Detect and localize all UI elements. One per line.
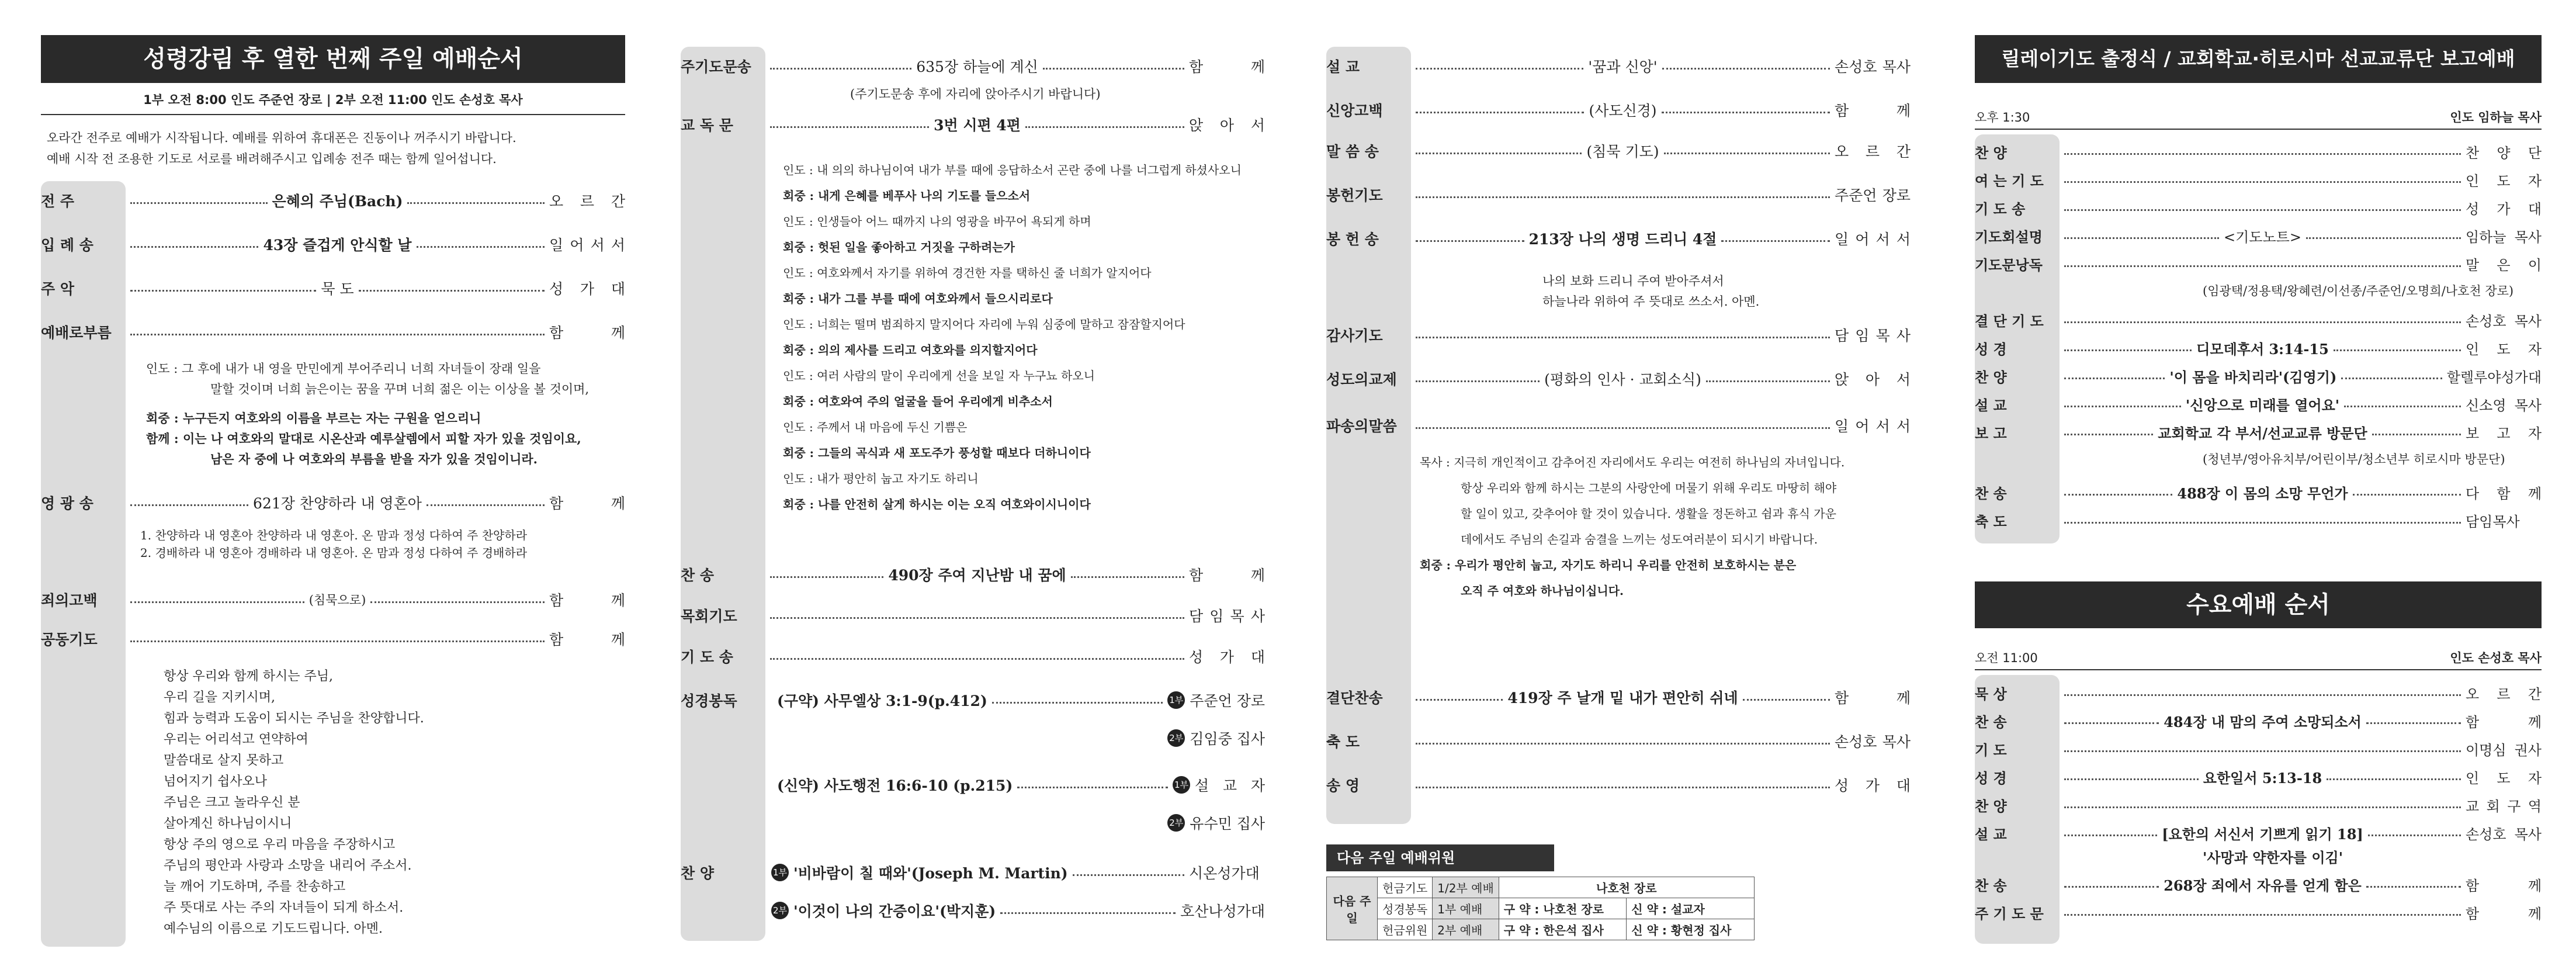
staff-role: 헌금기도 xyxy=(1378,877,1433,898)
next-week-header xyxy=(1326,844,1554,871)
item-label: 기 도 송 xyxy=(681,649,733,666)
item-leader: 함 께 xyxy=(2466,878,2542,894)
next-week-label: 다음 주일 xyxy=(1327,877,1378,940)
item-label: 기 도 송 xyxy=(1975,201,2026,217)
order-item-blessing xyxy=(1326,730,1911,752)
prayer-line: 주 뜻대로 사는 주의 자녀들이 되게 하소서. xyxy=(164,901,404,915)
item-leader: 호산나성가대 xyxy=(1180,903,1265,920)
item-label: 파송의말씀 xyxy=(1326,418,1397,435)
item-label: 성경봉독 xyxy=(681,693,737,709)
item-label: 감사기도 xyxy=(1326,327,1383,344)
item-text: (침묵으로) xyxy=(308,593,366,607)
item-text: 488장 이 몸의 소망 무언가 xyxy=(2177,485,2348,502)
responsive-reading-line: 인도 : 여러 사람의 말이 우리에게 선을 보일 자 누구뇨 하오니 xyxy=(783,369,1095,383)
order-item-closing-hymn xyxy=(1326,687,1911,708)
responsive-reading-line: 회중 : 헛된 일을 좋아하고 거짓을 구하려는가 xyxy=(783,240,1015,254)
relay-order-item xyxy=(1975,141,2542,162)
order-item-thanks xyxy=(1326,324,1911,345)
item-label: 성 경 xyxy=(1975,341,2007,358)
nt-reading: (신약) 사도행전 16:6-10 (p.215) xyxy=(777,777,1013,794)
item-text: '꿈과 신앙' xyxy=(1588,58,1658,75)
order-item-creed xyxy=(1326,99,1911,120)
order-item-offering-prayer xyxy=(1326,184,1911,205)
item-leader: 함 께 xyxy=(1189,58,1266,75)
item-leader: 담임목사 xyxy=(2466,514,2520,530)
item-leader: 오 르 간 xyxy=(2466,686,2542,702)
prayer-line: 늘 깨어 기도하며, 주를 찬송하고 xyxy=(164,880,346,894)
relay-order-item xyxy=(1975,394,2542,414)
prayer-line: 예수님의 이름으로 기도드립니다. 아멘. xyxy=(164,922,383,936)
wed-order-item xyxy=(1975,823,2542,843)
item-leader: 시온성가대 xyxy=(1189,865,1260,882)
item-text: 621장 찬양하라 내 영혼아 xyxy=(253,495,422,512)
item-text: 요한일서 5:13-18 xyxy=(2203,770,2322,787)
column-other-services xyxy=(1975,35,2542,947)
item-leader: 담 임 목 사 xyxy=(1835,327,1911,344)
next-week-table xyxy=(1326,877,1755,940)
item-text: (평화의 인사 · 교회소식) xyxy=(1544,371,1701,388)
relay-order-item xyxy=(1975,226,2542,246)
glory-lyric-line: 1. 찬양하라 내 영혼아 찬양하라 내 영혼아. 온 맘과 정성 다하여 주 찬양하라 xyxy=(140,528,528,542)
item-leader: 손성호 목사 xyxy=(2466,313,2542,330)
item-leader: 함 께 xyxy=(2466,714,2542,730)
item-text: (침묵 기도) xyxy=(1586,143,1659,160)
prayer-line: 힘과 능력과 도움이 되시는 주님을 찬양합니다. xyxy=(164,711,424,726)
item-label: 영 광 송 xyxy=(41,495,93,512)
item-label: 축 도 xyxy=(1326,733,1360,750)
wed-sermon-subtitle: '사망과 약한자를 이김' xyxy=(2203,849,2343,866)
item-leader: 앉 아 서 xyxy=(1189,117,1265,134)
item-text: (사도신경) xyxy=(1589,102,1657,119)
responsive-reading-line: 인도 : 내 의의 하나님이여 내가 부를 때에 응답하소서 곤란 중에 나를 너그럽게 하셨사오니 xyxy=(783,163,1242,177)
responsive-reading-line: 회중 : 의의 제사를 드리고 여호와를 의지할지어다 xyxy=(783,343,1038,357)
wed-order-item xyxy=(1975,683,2542,703)
call-to-worship-line: 함께 : 이는 나 여호와의 말대로 시온산과 예루살렘에서 피할 자가 있을 것임이요, xyxy=(146,431,581,446)
item-label: 찬 송 xyxy=(681,567,715,584)
relay-order-item xyxy=(1975,422,2542,442)
staff-name: 신 약 : 황현정 집사 xyxy=(1627,919,1755,940)
item-text: '이것이 나의 간증이요'(박지훈) xyxy=(793,903,996,920)
order-item-prayer-song xyxy=(681,646,1265,667)
order-item-glory xyxy=(41,492,625,513)
service-1-badge: 1부 xyxy=(1173,776,1190,794)
staff-name: 구 약 : 한은석 집사 xyxy=(1499,919,1627,940)
order-item-scripture xyxy=(681,690,1265,711)
item-leader: 인 도 자 xyxy=(2466,173,2542,189)
item-leader: 주준언 장로 xyxy=(1835,187,1911,204)
ot-reading: (구약) 사무엘상 3:1-9(p.412) xyxy=(777,693,987,709)
wed-order-item xyxy=(1975,902,2542,923)
staff-name: 나호천 장로 xyxy=(1499,877,1754,898)
order-item-pastoral-prayer xyxy=(681,605,1265,626)
prayer-line: 말씀대로 살지 못하고 xyxy=(164,753,284,768)
item-label: 기도회설명 xyxy=(1975,229,2043,245)
item-leader: 오 르 간 xyxy=(549,193,625,210)
wed-order-item xyxy=(1975,711,2542,731)
item-text: 419장 주 날개 밑 내가 편안히 쉬네 xyxy=(1507,690,1738,707)
item-label: 말 씀 송 xyxy=(1326,143,1379,160)
prayer-line: 주님의 평안과 사랑과 소망을 내리어 주소서. xyxy=(164,858,412,873)
item-label: 찬 양 xyxy=(1975,798,2007,815)
intro-line-1: 오라간 전주로 예배가 시작됩니다. 예배를 위하여 휴대폰은 진동이나 꺼주시기 바랍니다. xyxy=(47,131,516,145)
item-leader: 일 어 서 서 xyxy=(1835,231,1911,248)
item-text: 484장 내 맘의 주여 소망되소서 xyxy=(2164,714,2362,730)
relay-prayer-title: 릴레이기도 출정식 / 교회학교·히로시마 선교교류단 보고예배 xyxy=(1975,35,2542,83)
order-item-anthem-1 xyxy=(681,862,1265,883)
item-label: 찬 양 xyxy=(1975,369,2007,386)
responsive-reading-line: 인도 : 주께서 내 마음에 두신 기쁨은 xyxy=(783,420,968,434)
item-leader: 임하늘 목사 xyxy=(2466,229,2542,245)
item-leader: 이명심 권사 xyxy=(2466,742,2542,759)
relay-time: 오후 1:30 xyxy=(1975,110,2030,124)
offering-lyric-line: 나의 보화 드리니 주여 받아주셔서 xyxy=(1542,274,1724,288)
item-label: 목회기도 xyxy=(681,608,737,625)
staff-role: 헌금위원 xyxy=(1378,919,1433,940)
item-leader: 함 께 xyxy=(549,495,626,512)
sending-word-line: 할 일이 있고, 갖추어야 할 것이 있습니다. 생활을 정돈하고 쉼과 휴식 가운 xyxy=(1461,507,1836,521)
item-text: 268장 죄에서 자유를 얻게 함은 xyxy=(2164,877,2362,894)
responsive-reading-line: 회중 : 내가 그를 부를 때에 여호와께서 들으시리로다 xyxy=(783,292,1053,306)
item-leader: 함 께 xyxy=(549,592,625,609)
item-text: 은혜의 주님(Bach) xyxy=(272,193,403,210)
sending-word-line: 목사 : 지극히 개인적이고 감추어진 자리에서도 우리는 여전히 하나님의 자녀입니다. xyxy=(1420,455,1845,469)
relay-order-item xyxy=(1975,254,2542,274)
service-1-badge: 1부 xyxy=(771,864,789,881)
staff-name: 신 약 : 설교자 xyxy=(1627,898,1755,919)
service-title: 성령강림 후 열한 번째 주일 예배순서 xyxy=(41,35,625,83)
scripture-reader-2 xyxy=(681,728,1265,749)
item-text: '이 몸을 바치리라'(김영기) xyxy=(2169,369,2337,386)
call-to-worship-line: 인도 : 그 후에 내가 내 영을 만민에게 부어주리니 너희 자녀들이 장래 일을 xyxy=(146,362,541,376)
item-label: 보 고 xyxy=(1975,425,2007,442)
order-item xyxy=(41,190,625,211)
item-text: 490장 주여 지난밤 내 꿈에 xyxy=(888,567,1066,584)
relay-order-item xyxy=(1975,169,2542,190)
relay-leader: 인도 임하늘 목사 xyxy=(2450,110,2542,124)
relay-order-item xyxy=(1975,310,2542,330)
order-item-sermon xyxy=(1326,56,1911,77)
item-text: 43장 즐겁게 안식할 날 xyxy=(263,237,412,254)
service-2-badge: 2부 xyxy=(1167,814,1185,832)
item-leader: 신소영 목사 xyxy=(2466,397,2542,414)
item-text: 교회학교 각 부서/선교교류 방문단 xyxy=(2158,425,2367,442)
item-label: 설 교 xyxy=(1975,826,2007,843)
relay-order-item xyxy=(1975,482,2542,503)
staff-service: 1부 예배 xyxy=(1433,898,1499,919)
responsive-reading-line: 인도 : 여호와께서 자기를 위하여 경건한 자를 택하신 줄 너희가 알지어다 xyxy=(783,266,1152,280)
item-label: 설 교 xyxy=(1326,58,1360,75)
item-text: <기도노트> xyxy=(2224,229,2301,245)
item-leader: 함 께 xyxy=(2466,906,2542,922)
wed-order-item xyxy=(1975,874,2542,895)
prayer-line: 항상 우리와 함께 하시는 주님, xyxy=(164,669,333,684)
item-label: 묵 상 xyxy=(1975,686,2007,702)
item-label: 주 악 xyxy=(41,281,75,297)
order-item-lords-prayer-hymn xyxy=(681,56,1265,77)
item-text: '비바람이 칠 때와'(Joseph M. Martin) xyxy=(793,865,1068,882)
order-item-offering xyxy=(1326,228,1911,249)
call-to-worship-line: 회중 : 누구든지 여호와의 이름을 부르는 자는 구원을 얻으리니 xyxy=(146,411,481,425)
intro-line-2: 예배 시작 전 조용한 기도로 서로를 배려해주시고 입례송 전주 때는 함께 일어섭니다. xyxy=(47,152,497,166)
item-text: 3번 시편 4편 xyxy=(934,117,1021,134)
item-leader: 함 께 xyxy=(549,631,625,648)
reader-name: 설 교 자 xyxy=(1195,777,1265,794)
item-label: 봉 헌 송 xyxy=(1326,231,1379,248)
item-label: 결 단 기 도 xyxy=(1975,313,2044,330)
item-leader: 할렐루야성가대 xyxy=(2446,369,2542,386)
order-item xyxy=(41,234,625,255)
order-item-anthem-2 xyxy=(681,900,1265,921)
item-label: 전 주 xyxy=(41,193,75,210)
relay-order-item xyxy=(1975,366,2542,386)
order-item-hymn xyxy=(681,564,1265,585)
column-worship-order xyxy=(681,35,1265,947)
service-2-badge: 2부 xyxy=(1167,729,1185,747)
item-label: 입 례 송 xyxy=(41,237,93,254)
prayer-line: 우리 길을 지키시며, xyxy=(164,690,275,705)
item-text: 635장 하늘에 계신 xyxy=(916,58,1038,75)
responsive-reading-line: 인도 : 인생들아 어느 때까지 나의 영광을 바꾸어 욕되게 하며 xyxy=(783,214,1091,228)
item-leader: 일 어 서 서 xyxy=(1835,418,1911,435)
item-label: 기도문낭독 xyxy=(1975,257,2043,273)
service-times: 1부 오전 8:00 인도 주준언 장로 | 2부 오전 11:00 인도 손성호 목사 xyxy=(143,93,523,107)
column-sermon-order xyxy=(1326,35,1911,947)
wed-order-item xyxy=(1975,739,2542,759)
call-to-worship-line: 남은 자 중에 나 여호와의 부름을 받을 자가 있을 것임이니라. xyxy=(210,452,538,466)
item-label: 주 기 도 문 xyxy=(1975,906,2044,922)
column-main-service xyxy=(41,35,625,947)
item-label: 죄의고백 xyxy=(41,592,98,609)
wednesday-title: 수요예배 순서 xyxy=(1975,581,2542,628)
order-item-prayer xyxy=(41,628,625,649)
item-label: 공동기도 xyxy=(41,631,98,648)
item-label: 예배로부름 xyxy=(41,324,112,341)
item-leader: 성 가 대 xyxy=(2466,201,2542,217)
item-leader: 다 함 께 xyxy=(2466,486,2542,502)
sending-word-line: 데에서도 주님의 손길과 숨결을 느끼는 성도여러분이 되시기 바랍니다. xyxy=(1461,532,1818,546)
next-week-title: 다음 주일 예배위원 xyxy=(1337,850,1455,866)
item-label: 신앙고백 xyxy=(1326,102,1383,119)
order-item-postlude xyxy=(1326,774,1911,795)
responsive-reading-line: 회중 : 여호와여 주의 얼굴을 들어 우리에게 비추소서 xyxy=(783,394,1053,408)
call-to-worship-line: 말할 것이며 너희 늙은이는 꿈을 꾸며 너희 젊은 이는 이상을 볼 것이며, xyxy=(210,382,590,396)
item-leader: 보 고 자 xyxy=(2466,425,2542,442)
scripture-nt xyxy=(681,774,1265,795)
item-leader: 앉 아 서 xyxy=(1835,371,1911,388)
item-text: 213장 나의 생명 드리니 4절 xyxy=(1528,231,1717,248)
wed-order-item xyxy=(1975,767,2542,787)
responsive-reading-line: 회중 : 그들의 곡식과 새 포도주가 풍성할 때보다 더하니이다 xyxy=(783,446,1091,460)
item-label: 결단찬송 xyxy=(1326,690,1383,707)
item-label: 찬 송 xyxy=(1975,486,2007,502)
item-label: 찬 송 xyxy=(1975,714,2007,730)
item-leader: 성 가 대 xyxy=(1835,777,1911,794)
item-leader: 담 임 목 사 xyxy=(1189,608,1265,625)
item-label: 교 독 문 xyxy=(681,117,733,134)
responsive-reading-line: 인도 : 내가 평안히 눕고 자기도 하리니 xyxy=(783,472,979,486)
staff-name: 구 약 : 나호천 장로 xyxy=(1499,898,1627,919)
item-leader: 성 가 대 xyxy=(549,281,625,297)
item-text: '신앙으로 미래를 열어요' xyxy=(2185,397,2340,414)
scripture-reader-4 xyxy=(681,812,1265,833)
prayer-line: 우리는 어리석고 연약하여 xyxy=(164,732,308,747)
offering-lyric-line: 하늘나라 위하여 주 뜻대로 쓰소서. 아멘. xyxy=(1542,295,1760,309)
responsive-reading-line: 인도 : 너희는 떨며 범죄하지 말지어다 자리에 누워 심중에 말하고 잠잠할지어다 xyxy=(783,317,1185,331)
item-label: 성도의교제 xyxy=(1326,371,1397,388)
order-item-confession xyxy=(41,589,625,610)
item-label: 주기도문송 xyxy=(681,58,751,75)
item-text: 묵 도 xyxy=(321,281,354,297)
order-item-reading xyxy=(681,114,1265,135)
item-label: 송 영 xyxy=(1326,777,1360,794)
sending-word-line: 오직 주 여호와 하나님이십니다. xyxy=(1461,584,1624,598)
item-leader: 손성호 목사 xyxy=(2466,826,2542,843)
service-2-badge: 2부 xyxy=(771,902,789,919)
wed-time: 오전 11:00 xyxy=(1975,651,2038,665)
item-leader: 손성호 목사 xyxy=(1835,58,1911,75)
glory-lyric-line: 2. 경배하라 내 영혼아 경배하라 내 영혼아. 온 맘과 정성 다하여 주 경배하라 xyxy=(140,546,528,560)
item-label: 여 는 기 도 xyxy=(1975,173,2044,189)
staff-service: 2부 예배 xyxy=(1433,919,1499,940)
item-leader: 말 은 이 xyxy=(2466,257,2542,273)
item-leader: 인 도 자 xyxy=(2466,341,2542,358)
item-label: 찬 양 xyxy=(1975,145,2007,161)
reader-name: 주준언 장로 xyxy=(1190,693,1265,709)
staff-service: 1/2부 예배 xyxy=(1433,877,1499,898)
item-label: 축 도 xyxy=(1975,514,2007,530)
item-leader: 함 께 xyxy=(1835,102,1911,119)
item-text: [요한의 서신서 기쁘게 읽기 18] xyxy=(2162,826,2363,843)
item-leader: 함 께 xyxy=(1189,567,1266,584)
service-1-badge: 1부 xyxy=(1167,691,1185,709)
order-item-fellowship xyxy=(1326,368,1911,389)
item-leader: 함 께 xyxy=(1835,690,1911,707)
wed-leader: 인도 손성호 목사 xyxy=(2450,651,2542,665)
item-leader: 함 께 xyxy=(549,324,625,341)
item-leader: 손성호 목사 xyxy=(1835,733,1911,750)
item-label: 봉헌기도 xyxy=(1326,187,1383,204)
item-label: 설 교 xyxy=(1975,397,2007,414)
hymn-prayer-note: (주기도문송 후에 자리에 앉아주시기 바랍니다) xyxy=(850,87,1101,101)
responsive-reading-line: 회중 : 내게 은혜를 베푸사 나의 기도를 들으소서 xyxy=(783,189,1031,203)
responsive-reading-line: 회중 : 나를 안전히 살게 하시는 이는 오직 여호와이시니이다 xyxy=(783,497,1091,511)
relay-order-item xyxy=(1975,510,2542,531)
item-leader: 교 회 구 역 xyxy=(2466,798,2542,815)
staff-role: 성경봉독 xyxy=(1378,898,1433,919)
prayer-line: 살아계신 하나님이시니 xyxy=(164,816,292,831)
sending-word-line: 회중 : 우리가 평안히 눕고, 자기도 하리니 우리를 안전히 보호하시는 분은 xyxy=(1420,558,1797,572)
item-label: 성 경 xyxy=(1975,770,2007,787)
report-note: (청년부/영아유치부/어린이부/청소년부 히로시마 방문단) xyxy=(2203,452,2505,466)
relay-order-item xyxy=(1975,338,2542,358)
order-item xyxy=(41,278,625,299)
order-item-sending xyxy=(1326,415,1911,436)
item-text: 디모데후서 3:14-15 xyxy=(2196,341,2329,358)
relay-order-item xyxy=(1975,198,2542,218)
item-leader: 오 르 간 xyxy=(1835,143,1911,160)
item-label: 찬 양 xyxy=(681,865,715,882)
order-item xyxy=(41,321,625,342)
readers-note: (임광택/정용택/왕혜련/이선종/주준언/오명희/나호천 장로) xyxy=(2203,284,2514,298)
prayer-line: 주님은 크고 놀라우신 분 xyxy=(164,795,300,810)
item-label: 찬 송 xyxy=(1975,878,2007,894)
sending-word-line: 항상 우리와 함께 하시는 그분의 사랑안에 머물기 위해 우리도 마땅히 해야 xyxy=(1461,481,1837,495)
prayer-line: 넘어지기 쉽사오나 xyxy=(164,774,268,789)
item-leader: 찬 양 단 xyxy=(2466,145,2542,161)
item-leader: 일 어 서 서 xyxy=(549,237,626,254)
item-leader: 성 가 대 xyxy=(1189,649,1265,666)
item-label: 기 도 xyxy=(1975,742,2007,759)
prayer-line: 항상 주의 영으로 우리 마음을 주장하시고 xyxy=(164,837,396,852)
reader-name: 유수민 집사 xyxy=(1190,815,1265,832)
wed-order-item xyxy=(1975,795,2542,815)
reader-name: 김임중 집사 xyxy=(1190,730,1265,747)
order-item-meditation xyxy=(1326,140,1911,161)
item-leader: 인 도 자 xyxy=(2466,770,2542,787)
